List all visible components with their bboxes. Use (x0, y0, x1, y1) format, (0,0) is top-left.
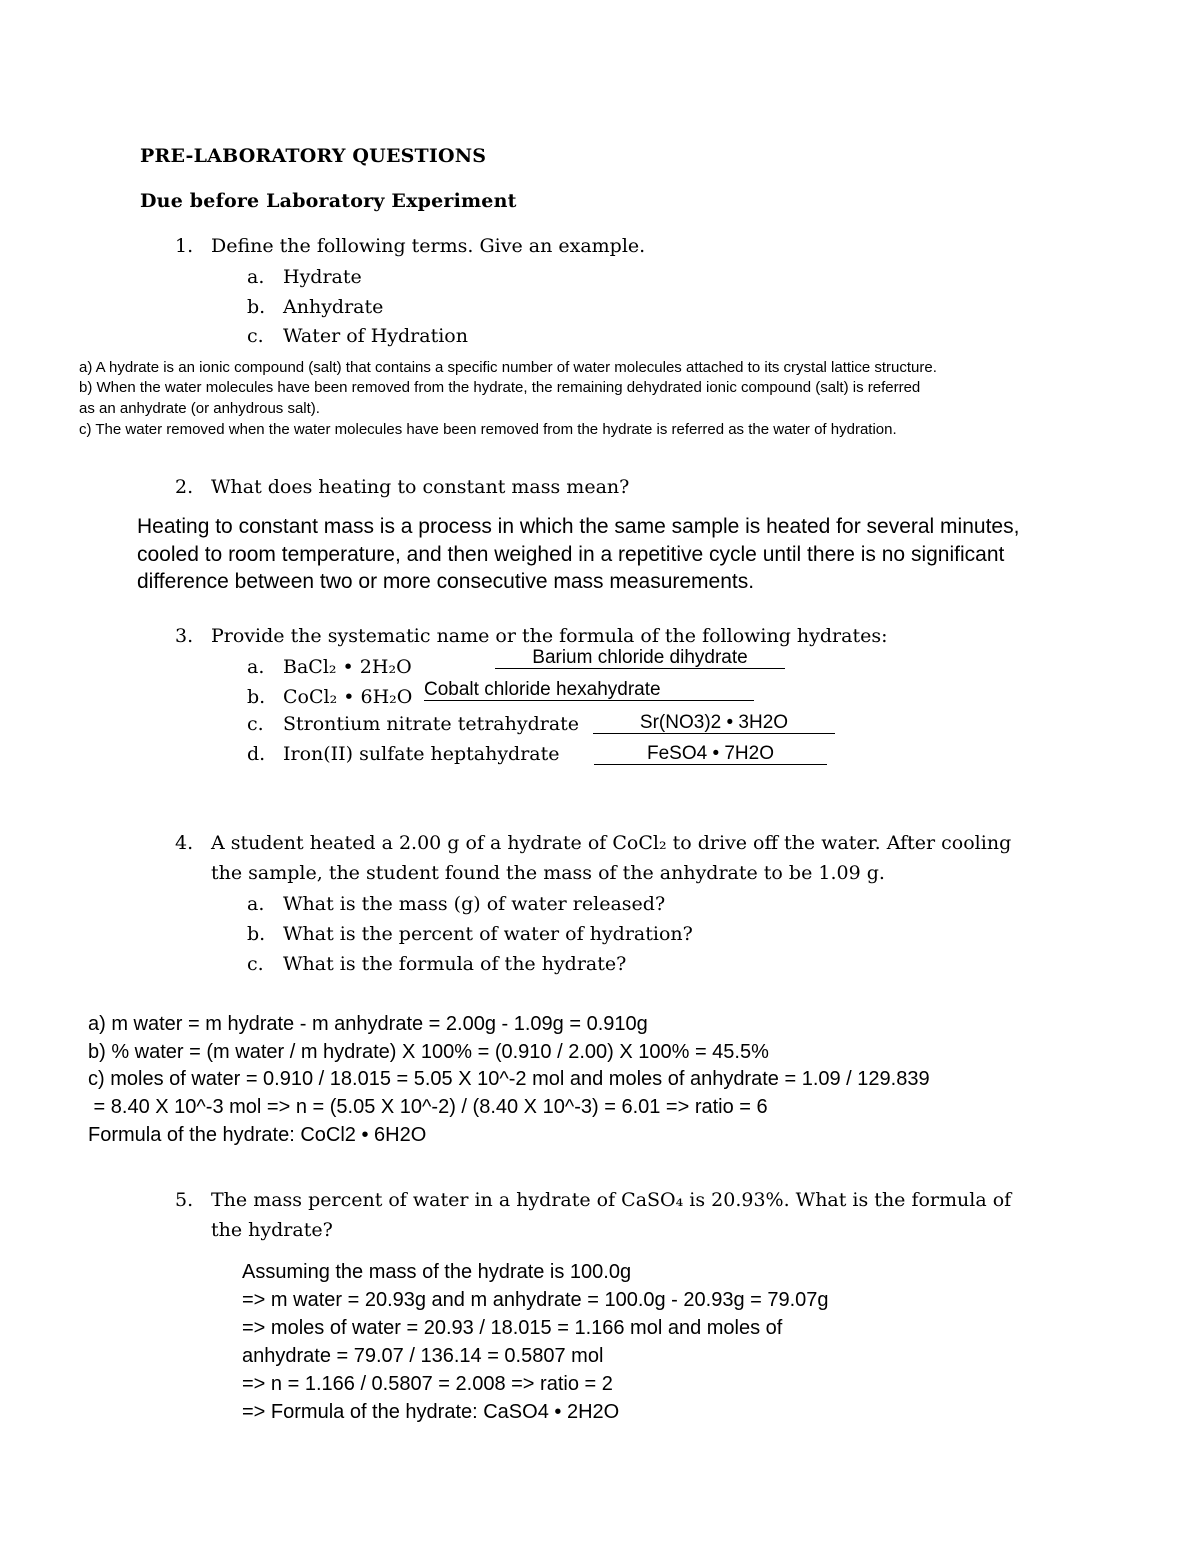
answer-line: c) moles of water = 0.910 / 18.015 = 5.05 X 10^-2 mol and moles of anhydrate = 1.09 / 129.839 (88, 1068, 930, 1090)
question-text: What does heating to constant mass mean? (211, 476, 630, 498)
page-title: PRE-LABORATORY QUESTIONS (140, 145, 487, 167)
question-text: Provide the systematic name or the formula of the following hydrates: (211, 625, 888, 647)
answer-line: cooled to room temperature, and then weighed in a repetitive cycle until there is no significant (137, 543, 1005, 566)
list-item: b. Anhydrate (247, 296, 384, 318)
question-3 (175, 625, 888, 647)
list-item: b. CoCl₂ • 6H₂O (247, 686, 413, 708)
question-number: 4. (175, 832, 194, 854)
answer-line: a) A hydrate is an ionic compound (salt) that contains a specific number of water molecules attached to its crystal lattice structure. (79, 359, 937, 376)
question-text-continued: the sample, the student found the mass of the anhydrate to be 1.09 g. (211, 862, 885, 884)
answer-line: => m water = 20.93g and m anhydrate = 100.0g - 20.93g = 79.07g (242, 1289, 829, 1311)
question-number: 2. (175, 476, 194, 498)
list-item: d. Iron(II) sulfate heptahydrate (247, 743, 560, 765)
answer-line: as an anhydrate (or anhydrous salt). (79, 400, 320, 417)
answer-line: c) The water removed when the water molecules have been removed from the hydrate is referred as the water of hydration. (79, 421, 897, 438)
question-1 (175, 235, 645, 257)
answer-line: Heating to constant mass is a process in which the same sample is heated for several minutes, (137, 515, 1020, 538)
answer-line: b) When the water molecules have been removed from the hydrate, the remaining dehydrated ionic compound (salt) is referred (79, 379, 921, 396)
list-item: a. Hydrate (247, 266, 362, 288)
answer-line: Assuming the mass of the hydrate is 100.0g (242, 1261, 632, 1283)
answer-line: Formula of the hydrate: CoCl2 • 6H2O (88, 1124, 427, 1146)
list-item: b. What is the percent of water of hydration? (247, 923, 693, 945)
answer-line: = 8.40 X 10^-3 mol => n = (5.05 X 10^-2) / (8.40 X 10^-3) = 6.01 => ratio = 6 (88, 1096, 768, 1118)
question-text-continued: the hydrate? (211, 1219, 333, 1241)
answer-line: anhydrate = 79.07 / 136.14 = 0.5807 mol (242, 1345, 604, 1367)
question-text: The mass percent of water in a hydrate of CaSO₄ is 20.93%. What is the formula of (211, 1189, 1012, 1211)
list-item: a. BaCl₂ • 2H₂O (247, 656, 412, 678)
question-text: A student heated a 2.00 g of a hydrate of CoCl₂ to drive off the water. After cooling (211, 832, 1012, 854)
question-text: Define the following terms. Give an example. (211, 235, 646, 257)
list-item: a. What is the mass (g) of water released? (247, 893, 666, 915)
question-4 (175, 832, 1011, 854)
answer-line: b) % water = (m water / m hydrate) X 100% = (0.910 / 2.00) X 100% = 45.5% (88, 1041, 769, 1063)
answer-blank: FeSO4 • 7H2O (594, 743, 827, 765)
question-2 (175, 476, 629, 498)
page-subtitle: Due before Laboratory Experiment (140, 190, 517, 212)
answer-line: => Formula of the hydrate: CaSO4 • 2H2O (242, 1401, 620, 1423)
answer-blank: Barium chloride dihydrate (495, 647, 785, 669)
answer-line: => n = 1.166 / 0.5807 = 2.008 => ratio = 2 (242, 1373, 613, 1395)
question-5 (175, 1189, 1011, 1211)
question-number: 1. (175, 235, 194, 257)
list-item: c. Water of Hydration (247, 325, 468, 347)
answer-line: a) m water = m hydrate - m anhydrate = 2.00g - 1.09g = 0.910g (88, 1013, 648, 1035)
list-item: c. What is the formula of the hydrate? (247, 953, 627, 975)
answer-blank: Cobalt chloride hexahydrate (424, 679, 754, 701)
question-number: 3. (175, 625, 194, 647)
question-number: 5. (175, 1189, 194, 1211)
answer-line: difference between two or more consecutive mass measurements. (137, 570, 755, 593)
answer-line: => moles of water = 20.93 / 18.015 = 1.166 mol and moles of (242, 1317, 783, 1339)
list-item: c. Strontium nitrate tetrahydrate (247, 713, 580, 735)
answer-blank: Sr(NO3)2 • 3H2O (593, 712, 835, 734)
